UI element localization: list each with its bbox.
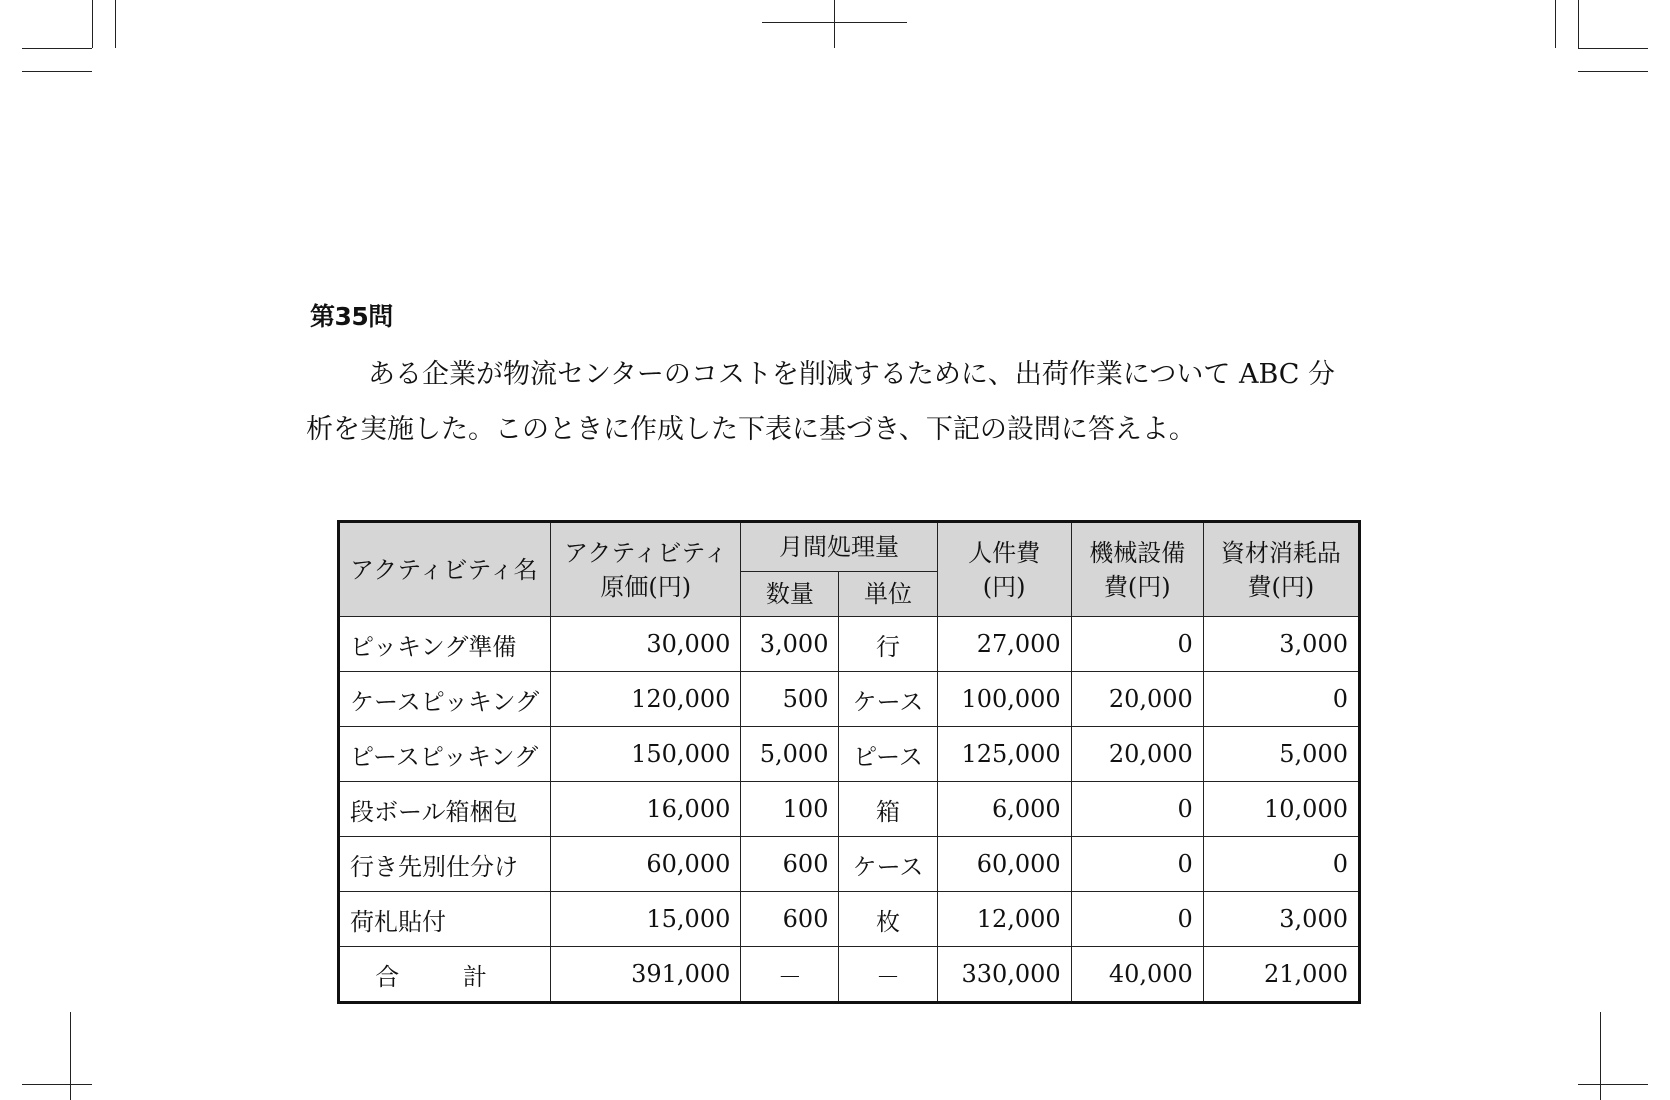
cell-unit: 行 — [839, 617, 937, 672]
crop-mark — [1578, 71, 1648, 72]
cell-materials-cost: 3,000 — [1203, 892, 1359, 947]
cell-activity-cost: 15,000 — [551, 892, 741, 947]
cell-unit: 箱 — [839, 782, 937, 837]
table-row — [339, 617, 1360, 672]
total-row — [339, 947, 1360, 1003]
header-unit: 単位 — [839, 572, 937, 617]
table-row — [339, 727, 1360, 782]
cell-total-materials-cost: 21,000 — [1203, 947, 1359, 1003]
cell-unit: ケース — [839, 837, 937, 892]
crop-mark — [22, 1084, 92, 1085]
cell-materials-cost: 0 — [1203, 672, 1359, 727]
cell-machine-cost: 0 — [1071, 837, 1203, 892]
header-machine-cost-line2: 費(円) — [1103, 572, 1171, 601]
cell-quantity: 500 — [741, 672, 839, 727]
cell-total-labor-cost: 330,000 — [937, 947, 1071, 1003]
cell-materials-cost: 5,000 — [1203, 727, 1359, 782]
cell-activity-name: ピッキング準備 — [339, 617, 551, 672]
cell-activity-name: 行き先別仕分け — [339, 837, 551, 892]
header-activity-cost — [551, 522, 741, 617]
crop-mark — [1578, 1084, 1648, 1085]
cell-total-unit: － — [839, 947, 937, 1003]
cell-materials-cost: 10,000 — [1203, 782, 1359, 837]
cell-unit: ケース — [839, 672, 937, 727]
header-labor-cost — [937, 522, 1071, 617]
abc-cost-table — [337, 520, 1361, 1004]
question-title: 第35問 — [310, 302, 393, 331]
cell-total-machine-cost: 40,000 — [1071, 947, 1203, 1003]
crop-mark — [22, 48, 92, 49]
cell-machine-cost: 20,000 — [1071, 727, 1203, 782]
cell-quantity: 100 — [741, 782, 839, 837]
crop-mark — [1555, 0, 1556, 48]
cell-activity-cost: 120,000 — [551, 672, 741, 727]
cell-materials-cost: 0 — [1203, 837, 1359, 892]
question-text — [306, 347, 1367, 457]
cell-activity-cost: 30,000 — [551, 617, 741, 672]
cell-quantity: 600 — [741, 837, 839, 892]
crop-mark — [1578, 0, 1579, 48]
cell-total-activity-cost: 391,000 — [551, 947, 741, 1003]
cell-labor-cost: 12,000 — [937, 892, 1071, 947]
crop-mark — [92, 0, 93, 48]
cell-labor-cost: 100,000 — [937, 672, 1071, 727]
header-materials-cost — [1203, 522, 1359, 617]
cell-machine-cost: 20,000 — [1071, 672, 1203, 727]
cell-quantity: 5,000 — [741, 727, 839, 782]
table-row — [339, 782, 1360, 837]
cell-machine-cost: 0 — [1071, 617, 1203, 672]
cell-total-label: 合 計 — [339, 947, 551, 1003]
cell-activity-cost: 60,000 — [551, 837, 741, 892]
header-activity-cost-line2: 原価(円) — [600, 572, 692, 601]
registration-mark — [834, 0, 835, 48]
cell-activity-name: ケースピッキング — [339, 672, 551, 727]
cell-quantity: 3,000 — [741, 617, 839, 672]
cell-labor-cost: 125,000 — [937, 727, 1071, 782]
question-text-line2: 析を実施した。このときに作成した下表に基づき、下記の設問に答えよ。 — [306, 414, 1196, 445]
cell-unit: 枚 — [839, 892, 937, 947]
crop-mark — [115, 0, 116, 48]
header-monthly-volume: 月間処理量 — [741, 522, 937, 572]
header-labor-cost-line1: 人件費 — [968, 538, 1041, 567]
cell-machine-cost: 0 — [1071, 782, 1203, 837]
cell-activity-name: ピースピッキング — [339, 727, 551, 782]
cell-unit: ピース — [839, 727, 937, 782]
header-quantity: 数量 — [741, 572, 839, 617]
cell-activity-name: 荷札貼付 — [339, 892, 551, 947]
header-activity-cost-line1: アクティビティ — [564, 538, 728, 567]
header-activity-name: アクティビティ名 — [339, 522, 551, 617]
crop-mark — [70, 1012, 71, 1100]
header-labor-cost-line2: (円) — [982, 572, 1026, 601]
cell-quantity: 600 — [741, 892, 839, 947]
cell-total-quantity: － — [741, 947, 839, 1003]
header-machine-cost — [1071, 522, 1203, 617]
question-text-line1: ある企業が物流センターのコストを削減するために、出荷作業について ABC 分 — [368, 359, 1336, 390]
cell-materials-cost: 3,000 — [1203, 617, 1359, 672]
cell-labor-cost: 27,000 — [937, 617, 1071, 672]
header-materials-cost-line2: 費(円) — [1247, 572, 1315, 601]
header-machine-cost-line1: 機械設備 — [1089, 538, 1186, 567]
crop-mark — [1600, 1012, 1601, 1100]
cell-activity-cost: 16,000 — [551, 782, 741, 837]
table-row — [339, 672, 1360, 727]
crop-mark — [1578, 48, 1648, 49]
cell-activity-name: 段ボール箱梱包 — [339, 782, 551, 837]
cell-labor-cost: 60,000 — [937, 837, 1071, 892]
table-row — [339, 837, 1360, 892]
cell-machine-cost: 0 — [1071, 892, 1203, 947]
cell-activity-cost: 150,000 — [551, 727, 741, 782]
crop-mark — [22, 71, 92, 72]
cell-labor-cost: 6,000 — [937, 782, 1071, 837]
table-row — [339, 892, 1360, 947]
header-materials-cost-line1: 資材消耗品 — [1220, 538, 1341, 567]
